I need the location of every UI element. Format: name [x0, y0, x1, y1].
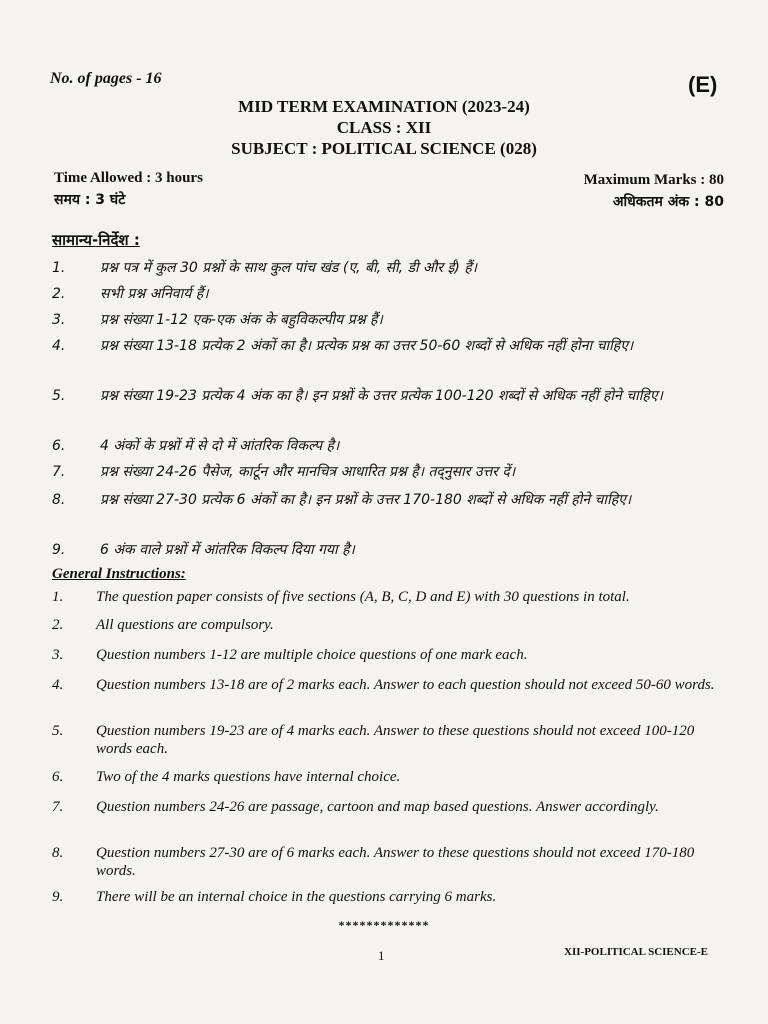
english-instruction-item [52, 888, 722, 906]
item-number: 4. [52, 338, 66, 354]
english-instruction-item [52, 798, 722, 816]
item-number: 7. [52, 464, 66, 480]
item-text: The question paper consists of five sections (A, B, C, D and E) with 30 questions in total. [96, 589, 630, 605]
english-instruction-item [52, 768, 722, 786]
hindi-instruction-item [52, 434, 732, 458]
item-text: प्रश्न पत्र में कुल 30 प्रश्नों के साथ कुल पांच खंड (ए, बी, सी, डी और ई) हैं। [100, 260, 478, 276]
item-number: 6. [52, 438, 66, 454]
item-text: प्रश्न संख्या 24-26 पैसेज, कार्टून और मानचित्र आधारित प्रश्न है। तद्नुसार उत्तर दें। [100, 464, 516, 480]
item-text: All questions are compulsory. [96, 617, 274, 633]
item-text: 4 अंकों के प्रश्नों में से दो में आंतरिक विकल्प है। [100, 438, 340, 454]
english-instruction-item [52, 616, 722, 634]
item-number: 9. [52, 889, 64, 905]
item-text: प्रश्न संख्या 27-30 प्रत्येक 6 अंकों का है। इन प्रश्नों के उत्तर 170-180 शब्दों से अधिक नहीं होने चाहिए। [100, 492, 632, 508]
exam-title-block [0, 96, 768, 159]
hindi-instruction-item [52, 384, 732, 408]
hindi-instruction-item [52, 538, 732, 562]
item-number: 5. [52, 388, 66, 404]
general-instructions-heading: General Instructions: [52, 566, 186, 582]
item-number: 8. [52, 845, 64, 861]
time-allowed-hi: समय : 3 घंटे [54, 192, 126, 208]
end-stars: ************* [338, 918, 430, 932]
item-number: 5. [52, 723, 64, 739]
class-title: CLASS : XII [336, 118, 432, 137]
item-text: Question numbers 1-12 are multiple choice questions of one mark each. [96, 647, 528, 663]
max-marks-hi: अधिकतम अंक : 80 [612, 194, 724, 210]
item-number: 3. [52, 312, 66, 328]
item-number: 9. [52, 542, 66, 558]
item-text: प्रश्न संख्या 1-12 एक-एक अंक के बहुविकल्पीय प्रश्न हैं। [100, 312, 383, 328]
exam-title: MID TERM EXAMINATION (2023-24) [238, 97, 530, 116]
item-number: 3. [52, 647, 64, 663]
hindi-instruction-item [52, 308, 732, 332]
item-number: 7. [52, 799, 64, 815]
item-text: Question numbers 24-26 are passage, cartoon and map based questions. Answer accordingly. [96, 799, 659, 815]
item-text: सभी प्रश्न अनिवार्य हैं। [100, 286, 209, 302]
footer-paper-code: XII-POLITICAL SCIENCE-E [564, 946, 708, 958]
item-number: 2. [52, 286, 66, 302]
english-instruction-item [52, 588, 722, 606]
hindi-instruction-item [52, 488, 732, 512]
item-text: 6 अंक वाले प्रश्नों में आंतरिक विकल्प दिया गया है। [100, 542, 355, 558]
item-number: 1. [52, 260, 66, 276]
hindi-instruction-item [52, 282, 732, 306]
item-number: 2. [52, 617, 64, 633]
item-number: 1. [52, 589, 64, 605]
item-number: 8. [52, 492, 66, 508]
set-code: (E) [688, 72, 718, 97]
english-instruction-item [52, 844, 722, 880]
time-allowed-en: Time Allowed : 3 hours [54, 170, 203, 186]
page-number: 1 [378, 948, 385, 963]
item-text: Question numbers 13-18 are of 2 marks each. Answer to each question should not exceed 50-60 words. [96, 677, 715, 693]
english-instruction-item [52, 722, 722, 758]
item-text: Question numbers 19-23 are of 4 marks each. Answer to these questions should not exceed 100-120 words each. [96, 723, 695, 757]
pages-count: No. of pages - 16 [50, 70, 162, 87]
item-number: 6. [52, 769, 64, 785]
english-instruction-item [52, 676, 722, 694]
item-text: There will be an internal choice in the questions carrying 6 marks. [96, 889, 497, 905]
item-text: प्रश्न संख्या 13-18 प्रत्येक 2 अंकों का है। प्रत्येक प्रश्न का उत्तर 50-60 शब्दों से अधिक नहीं होना चाहिए। [100, 338, 634, 354]
item-text: प्रश्न संख्या 19-23 प्रत्येक 4 अंक का है। इन प्रश्नों के उत्तर प्रत्येक 100-120 शब्दों से अधिक नहीं होने चाहिए। [100, 388, 663, 404]
hindi-instructions-heading: सामान्य-निर्देश : [52, 231, 140, 249]
max-marks-en: Maximum Marks : 80 [583, 172, 724, 188]
item-number: 4. [52, 677, 64, 693]
english-instruction-item [52, 646, 722, 664]
item-text: Two of the 4 marks questions have internal choice. [96, 769, 401, 785]
item-text: Question numbers 27-30 are of 6 marks each. Answer to these questions should not exceed 170-180 words. [96, 845, 695, 879]
hindi-instruction-item [52, 256, 732, 280]
subject-title: SUBJECT : POLITICAL SCIENCE (028) [231, 139, 537, 158]
hindi-instruction-item [52, 334, 732, 358]
hindi-instruction-item [52, 460, 732, 484]
